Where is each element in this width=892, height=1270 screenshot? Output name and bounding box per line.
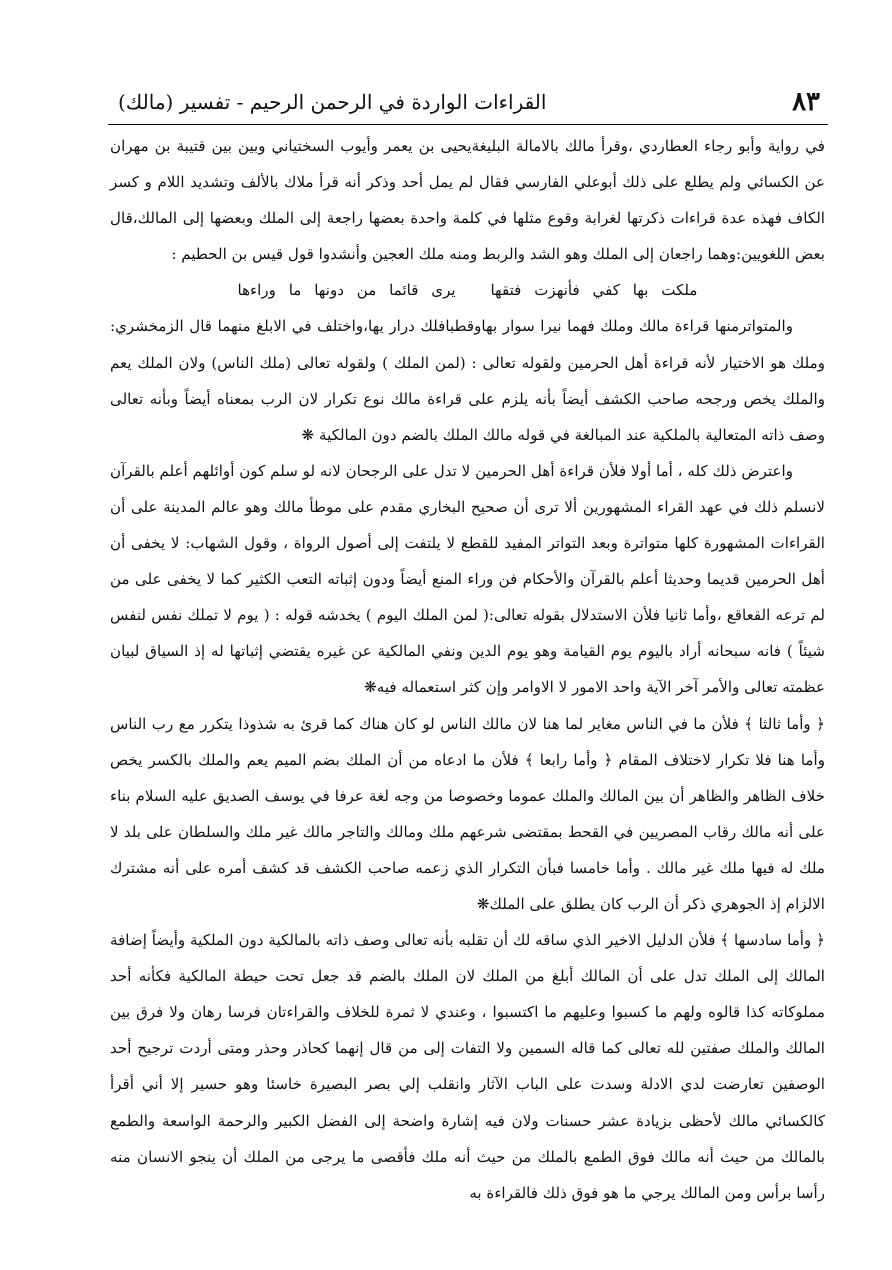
page-body	[110, 128, 825, 1211]
paragraph: ﴿ وأما سادسها ﴾ فلأن الدليل الاخير الذي ساقه لك أن تقلبه بأنه تعالى وصف ذاته بالمالكية دون الملكية وأيضاً إضافة المالك إلى الملك تدل على أن المالك أبلغ من الملك لان الملك بالضم قد جعل تحت حيطة المالكية فكأنه أحد مملوكاته كذا قالوه ولهم ما كسبوا وعليهم ما اكتسبوا ، وعندي لا ثمرة للخلاف والقراءتان فرسا رهان ولا فرق بين المالك والملك صفتين لله تعالى كما قاله السمين ولا التفات إلى من قال إنهما كحاذر وحذر ومتى أردت ترجيح أحد الوصفين تعارضت لدي الادلة وسدت على الباب الآثار وانقلب إلي بصر البصيرة خاسئا وهو حسير إلا أني أقرأ كالكسائي مالك لأحظى بزيادة عشر حسنات ولان فيه إشارة واضحة إلى الفضل الكبير والرحمة الواسعة والطمع بالمالك من حيث أنه مالك فوق الطمع بالملك من حيث أنه ملك فأقصى ما يرجى من الملك أن ينجو الانسان منه رأسا برأس ومن المالك يرجي ما هو فوق ذلك فالقراءة به	[110, 931, 825, 1202]
verse-hemistich-second: يرى قائما من دونها ما وراءها	[237, 281, 456, 300]
running-title: القراءات الواردة في الرحمن الرحيم - تفسير (مالك)	[118, 90, 547, 114]
verse-hemistich-first: ملكت بها كفي فأنهزت فتقها	[490, 281, 698, 300]
page-number: ٨٣	[792, 87, 820, 117]
page-header	[118, 78, 820, 126]
paragraph: واعترض ذلك كله ، أما أولا فلأن قراءة أهل الحرمين لا تدل على الرجحان لانه لو سلم كون أوائلهم أعلم بالقرآن لانسلم ذلك في عهد القراء المشهورين ألا ترى أن صحيح البخاري مقدم على موطأ مالك وهو عالم المدينة على أن القراءات المشهورة كلها متواترة وبعد التواتر المفيد للقطع لا يلتفت إلى أصول الرواة ، وقول الشهاب: لا يخفى أن أهل الحرمين قديما وحديثا أعلم بالقرآن والأحكام فن وراء المنع أيضاً ودون إثباته التعب الكثير كما لا يخفى على من لم ترعه القعاقع ،وأما ثانيا فلأن الاستدلال بقوله تعالى:( لمن الملك اليوم ) يخدشه قوله : ( يوم لا تملك نفس لنفس شيئاً ) فانه سبحانه أراد باليوم يوم القيامة وهو يوم الدين ونفي المالكية عن غيره يقتضي إثباتها له إذ السياق لبيان عظمته تعالى والأمر آخر الآية واحد الامور لا الاوامر وإن كثر استعماله فيه❋	[110, 461, 825, 697]
poetry-verse	[110, 272, 825, 308]
paragraph: والمتواترمنها قراءة مالك وملك فهما نيرا سوار بهاوقطبافلك درار يها،واختلف في الابلغ منهما قال الزمخشري: وملك هو الاختيار لأنه قراءة أهل الحرمين ولقوله تعالى : (لمن الملك ) ولقوله تعالى (ملك الناس) ولان الملك يعم والملك يخص ورجحه صاحب الكشف أيضاً بأنه يلزم على قراءة مالك نوع تكرار لان الرب بمعناه أيضاً وبأنه تعالى وصف ذاته المتعالية بالملكية عند المبالغة في قوله مالك الملك بالضم دون المالكية ❋	[110, 317, 825, 444]
paragraph: ﴿ وأما ثالثا ﴾ فلأن ما في الناس مغاير لما هنا لان مالك الناس لو كان هناك كما قرئ به شذوذا يتكرر مع رب الناس وأما هنا فلا تكرار لاختلاف المقام ﴿ وأما رابعا ﴾ فلأن ما ادعاه من أن الملك بضم الميم يعم والملك بالكسر يخص خلاف الظاهر والظاهر أن بين المالك والملك عموما وخصوصا من وجه لغة عرفا في يوسف الصديق عليه السلام بناء على أنه مالك رقاب المصريين في القحط بمقتضى شرعهم ملك ومالك والتاجر مالك غير ملك والسلطان على بلد لا ملك له فيها ملك غير مالك . وأما خامسا فبأن التكرار الذي زعمه صاحب الكشف قد كشف أمره على أنه مشترك الالزام إذ الجوهري ذكر أن الرب كان يطلق على الملك❋	[110, 714, 825, 913]
paragraph: في رواية وأبو رجاء العطاردي ،وقرأ مالك بالامالة البليغةيحيى بن يعمر وأيوب السختياني وبين بين قتيبة بن مهران عن الكسائي ولم يطلع على ذلك أبوعلي الفارسي فقال لم يمل أحد وذكر أنه قرأ ملاك بالألف وتشديد اللام و كسر الكاف فهذه عدة قراءات ذكرتها لغرابة وقوع مثلها في كلمة واحدة بعضها راجعة إلى الملك وبعضها إلى المالك،قال بعض اللغويين:وهما راجعان إلى الملك وهو الشد والربط ومنه ملك العجين وأنشدوا قول قيس بن الحطيم :	[110, 137, 825, 264]
header-rule	[108, 124, 828, 125]
